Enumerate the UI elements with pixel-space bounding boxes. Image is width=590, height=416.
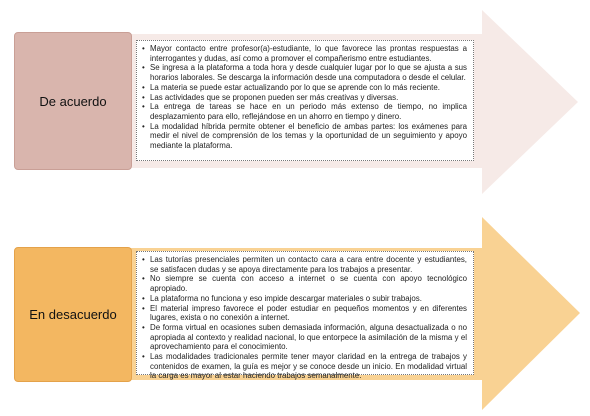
disagree-text-box: [136, 251, 474, 381]
disagree-label-box: [14, 247, 132, 382]
disagree-list: [141, 255, 467, 381]
disagree-item: • No siempre se cuenta con acceso a internet o se cuenta con apoyo tecnológico apropiado.: [150, 274, 467, 293]
agree-item: • La entrega de tareas se hace en un periodo más extenso de tiempo, no implica desplazamiento para ello, reflejándose en un ahorro en tiempo y dinero.: [150, 102, 467, 121]
agree-item: • La materia se puede estar actualizando por lo que se aprende con lo más reciente.: [150, 83, 467, 93]
agree-list: [141, 44, 467, 151]
disagree-item: • La plataforma no funciona y eso impide descargar materiales o subir trabajos.: [150, 294, 467, 304]
agree-text-box: [136, 40, 474, 161]
disagree-item: • El material impreso favorece el poder estudiar en pequeños momentos y en diferentes lugares, exista o no conexión a internet.: [150, 304, 467, 323]
agree-item: • La modalidad híbrida permite obtener el beneficio de ambas partes: los exámenes para medir el nivel de comprensión de los temas y la oportunidad de un seguimiento y apoyo mediante la plataforma.: [150, 122, 467, 151]
agree-label-box: [14, 32, 132, 170]
agree-label: De acuerdo: [39, 93, 107, 109]
agree-item: • Las actividades que se proponen pueden ser más creativas y diversas.: [150, 93, 467, 103]
disagree-label: En desacuerdo: [29, 307, 117, 322]
agree-item: • Se ingresa a la plataforma a toda hora y desde cualquier lugar por lo que se ajusta a sus horarios laborales. Se descarga la información desde una computadora o desde el celular.: [150, 63, 467, 82]
disagree-item: • Las modalidades tradicionales permite tener mayor claridad en la entrega de trabajos y contenidos de examen, la guía es mejor y se conoce desde un inicio. En modalidad virtual la carga es mayor al estar haciendo trabajos semanalmente.: [150, 352, 467, 381]
agree-item: • Mayor contacto entre profesor(a)-estudiante, lo que favorece las prontas respuestas a interrogantes y dudas, así como a promover el compañerismo entre estudiantes.: [150, 44, 467, 63]
disagree-item: • Las tutorías presenciales permiten un contacto cara a cara entre docente y estudiantes, se satisfacen dudas y se apoya directamente para los trabajos a presentar.: [150, 255, 467, 274]
disagree-item: • De forma virtual en ocasiones suben demasiada información, alguna desactualizada o no apropiada al contexto y realidad nacional, lo que entorpece la asimilación de la misma y el aprovechamiento para el conocimiento.: [150, 323, 467, 352]
